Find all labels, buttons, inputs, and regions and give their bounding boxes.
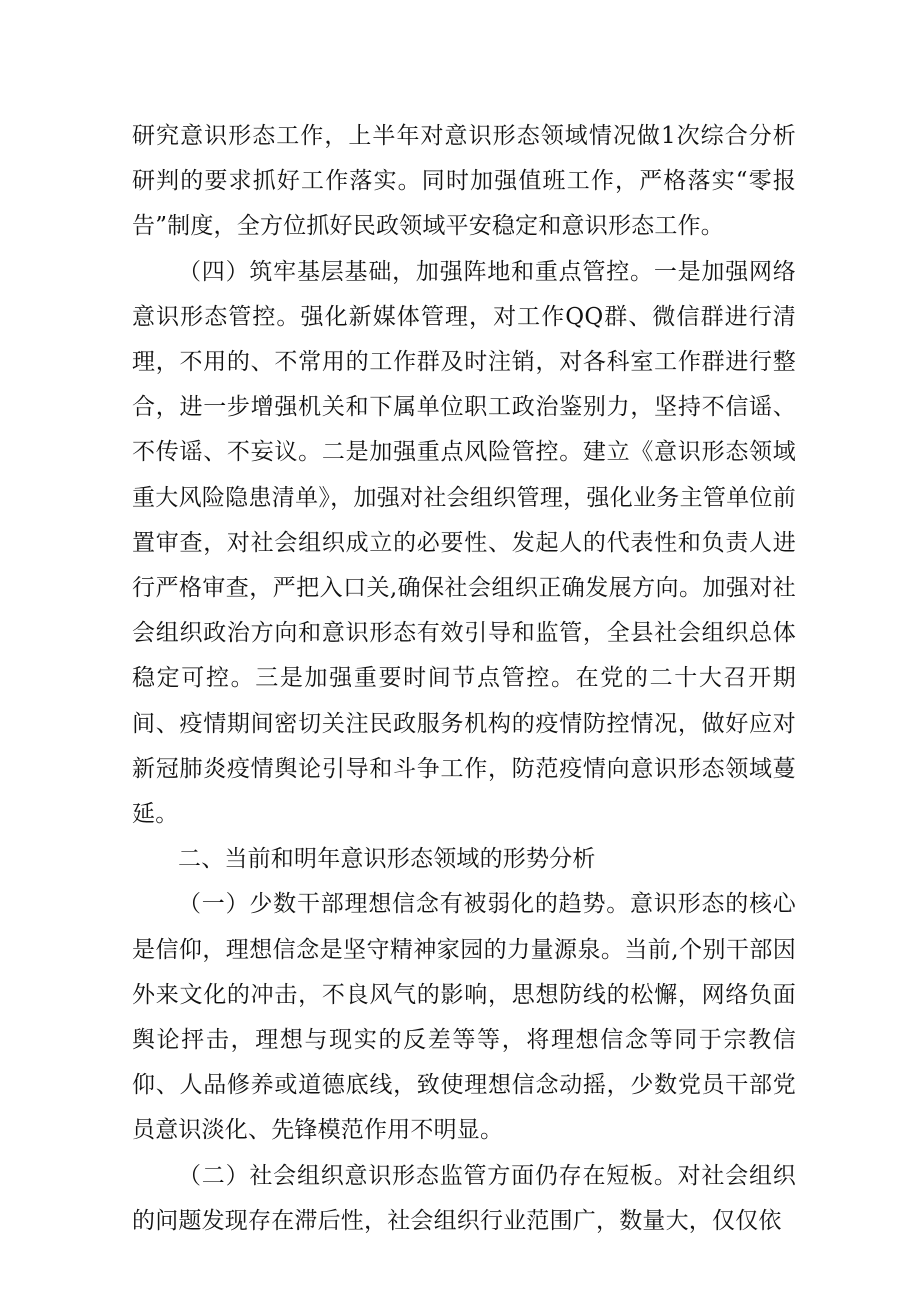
section-heading-two: 二、当前和明年意识形态领域的形势分析: [178, 846, 596, 873]
paragraph-section-four: （四）筑牢基层基础，加强阵地和重点管控。一是加强网络意识形态管控。强化新媒体管理，对工作QQ群、微信群进行清理，不用的、不常用的工作群及时注销，对各科室工作群进行整合，进一步增强机关和下属单位职工政治鉴别力，坚持不信谣、不传谣、不妄议。二是加强重点风险管控。建立《意识形态领域重大风险隐患清单》，加强对社会组织管理，强化业务主管单位前置审查，对社会组织成立的必要性、发起人的代表性和负责人进行严格审查，严把入口关,确保社会组织正确发展方向。加强对社会组织政治方向和意识形态有效引导和监管，全县社会组织总体稳定可控。三是加强重要时间节点管控。在党的二十大召开期间、疫情期间密切关注民政服务机构的疫情防控情况，做好应对新冠肺炎疫情舆论引导和斗争工作，防范疫情向意识形态领域蔓延。: [132, 258, 796, 828]
paragraph-subsection-one: （一）少数干部理想信念有被弱化的趋势。意识形态的核心是信仰，理想信念是坚守精神家园的力量源泉。当前,个别干部因外来文化的冲击，不良风气的影响，思想防线的松懈，网络负面舆论抨击，理想与现实的反差等等，将理想信念等同于宗教信仰、人品修养或道德底线，致使理想信念动摇，少数党员干部党员意识淡化、先锋模范作用不明显。: [132, 891, 796, 1144]
paragraph-continuation: 研究意识形态工作，上半年对意识形态领域情况做1次综合分析研判的要求抓好工作落实。同时加强值班工作，严格落实“零报告”制度，全方位抓好民政领域平安稳定和意识形态工作。: [132, 123, 796, 240]
document-body: [132, 114, 796, 1244]
paragraph-subsection-two: （二）社会组织意识形态监管方面仍存在短板。对社会组织的问题发现存在滞后性，社会组织行业范围广，数量大，仅仅依: [132, 1162, 796, 1234]
